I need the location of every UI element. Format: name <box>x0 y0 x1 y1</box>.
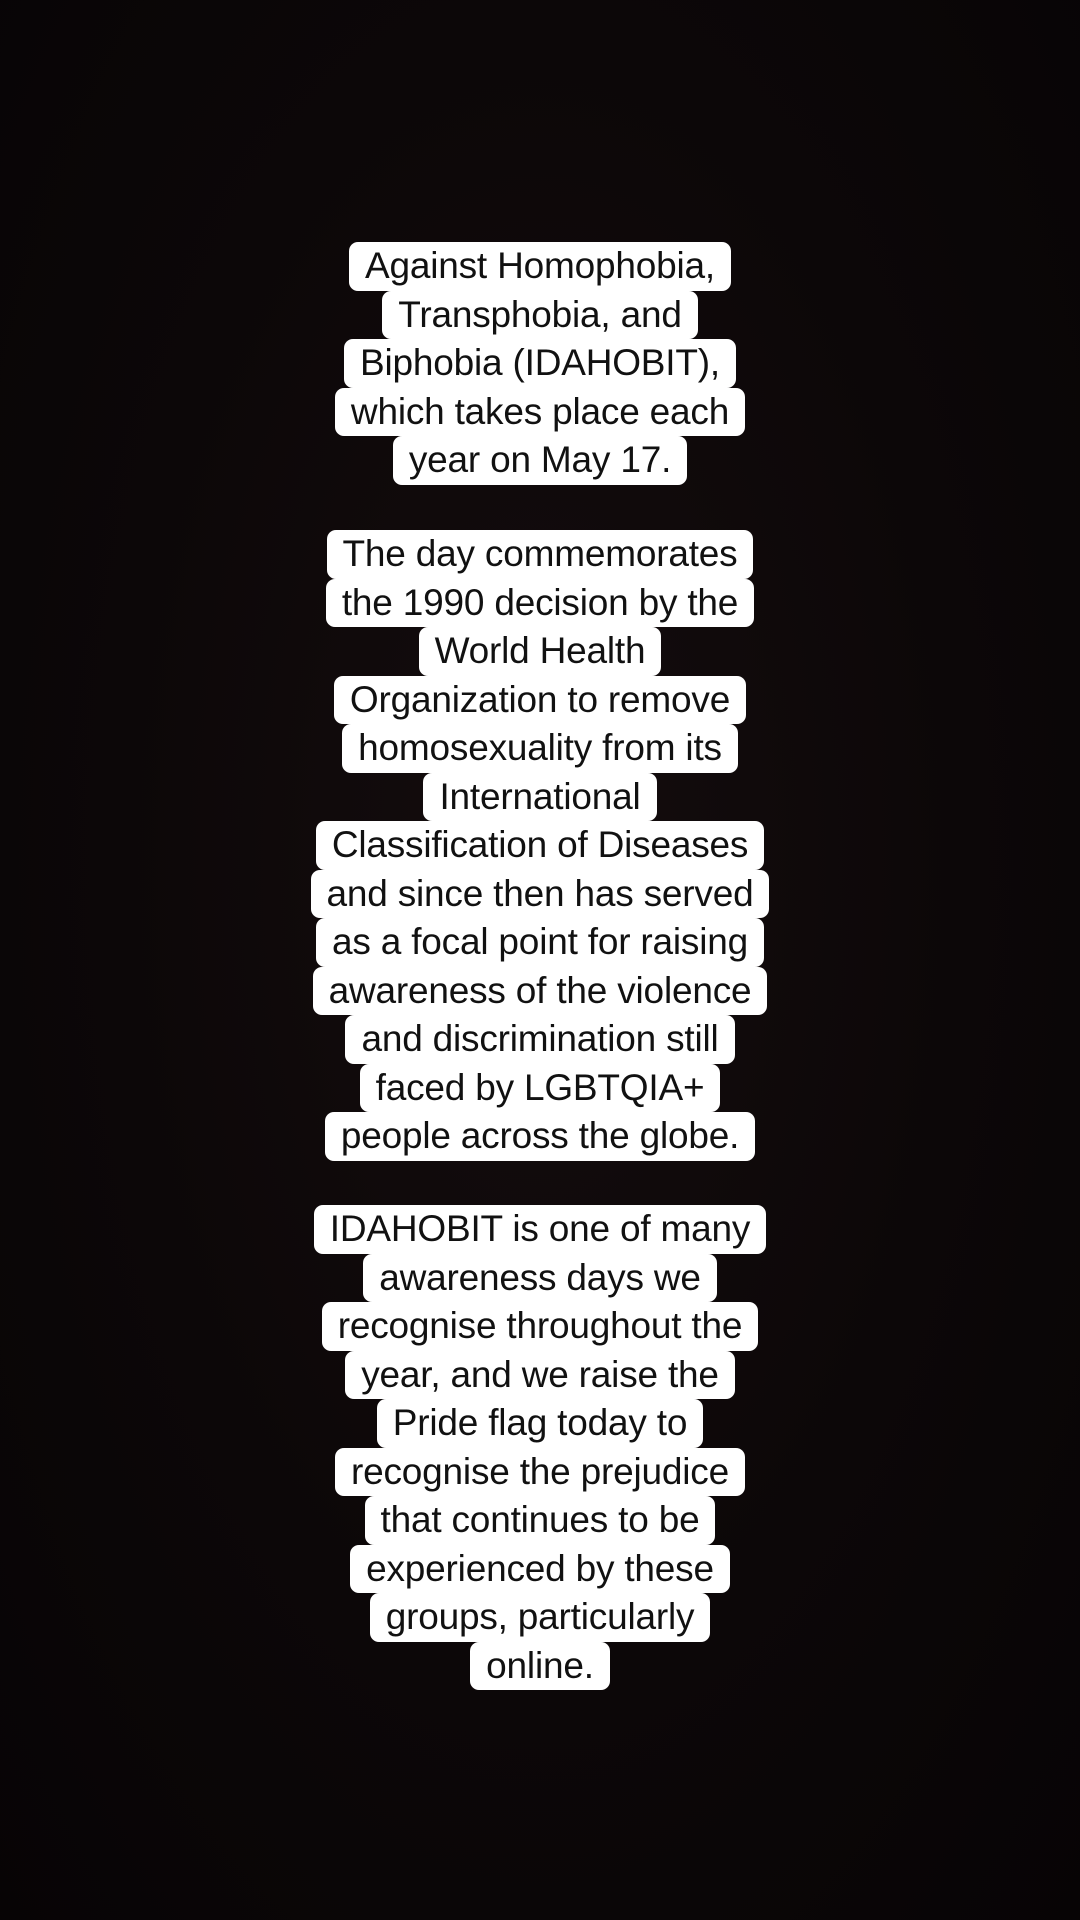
caption-line: online. <box>470 1642 610 1691</box>
caption-line: Classification of Diseases <box>316 821 764 870</box>
caption-line: IDAHOBIT is one of many <box>314 1205 766 1254</box>
caption-line: homosexuality from its <box>342 724 738 773</box>
caption-block-intro <box>0 242 1080 485</box>
caption-line: awareness days we <box>363 1254 717 1303</box>
caption-line: Pride flag today to <box>377 1399 703 1448</box>
caption-line: and since then has served <box>311 870 770 919</box>
caption-line: experienced by these <box>350 1545 730 1594</box>
caption-line: Transphobia, and <box>382 291 697 340</box>
caption-line: year on May 17. <box>393 436 687 485</box>
caption-line: which takes place each <box>335 388 745 437</box>
caption-line: Biphobia (IDAHOBIT), <box>344 339 736 388</box>
caption-line: groups, particularly <box>370 1593 711 1642</box>
caption-line: and discrimination still <box>345 1015 734 1064</box>
caption-block-awareness <box>0 1205 1080 1690</box>
caption-line: Against Homophobia, <box>349 242 731 291</box>
caption-line: the 1990 decision by the <box>326 579 754 628</box>
caption-line: recognise throughout the <box>322 1302 759 1351</box>
caption-line: The day commemorates <box>327 530 754 579</box>
caption-line: that continues to be <box>365 1496 716 1545</box>
caption-line: people across the globe. <box>325 1112 755 1161</box>
caption-line: Organization to remove <box>334 676 746 725</box>
caption-block-history <box>0 530 1080 1161</box>
caption-line: World Health <box>419 627 662 676</box>
caption-line: International <box>423 773 656 822</box>
caption-line: faced by LGBTQIA+ <box>360 1064 721 1113</box>
caption-line: as a focal point for raising <box>316 918 764 967</box>
caption-line: recognise the prejudice <box>335 1448 745 1497</box>
caption-line: awareness of the violence <box>313 967 768 1016</box>
caption-line: year, and we raise the <box>345 1351 735 1400</box>
